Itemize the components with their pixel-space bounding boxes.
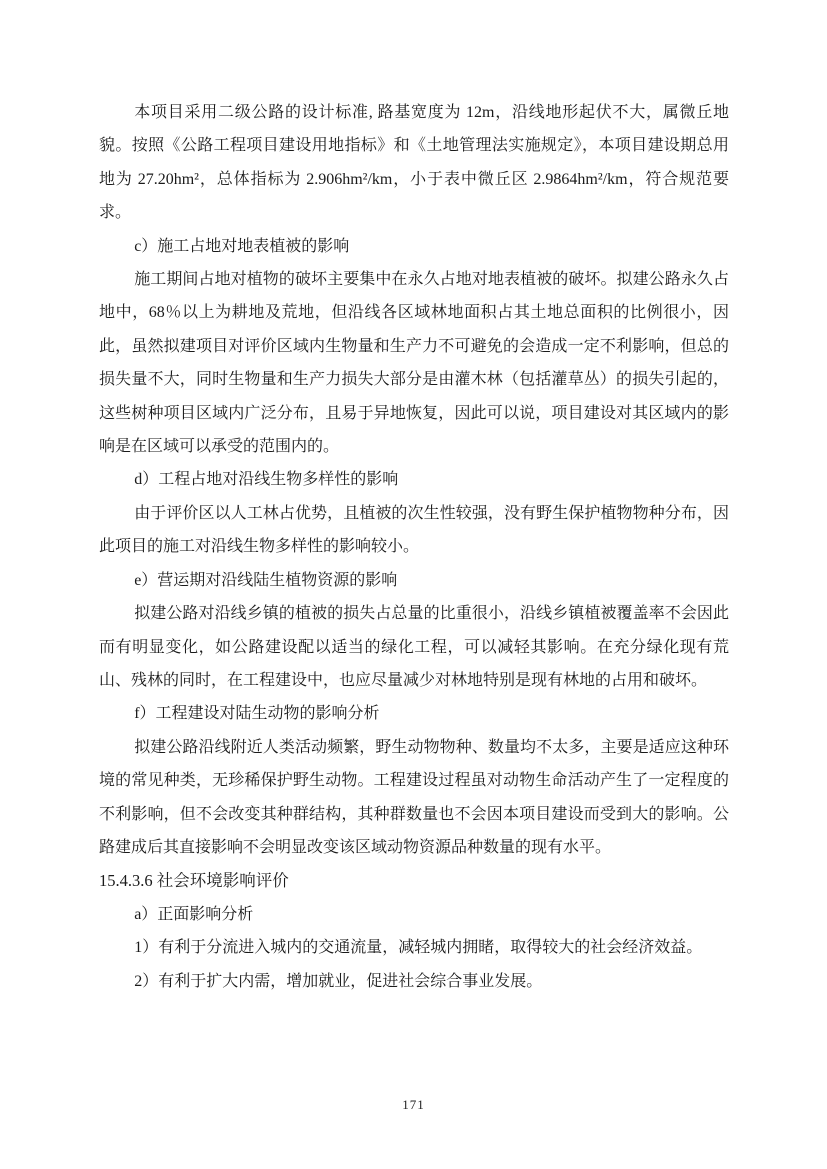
paragraph-design-standard: 本项目采用二级公路的设计标准, 路基宽度为 12m，沿线地形起伏不大，属微丘地貌。按照《公路工程项目建设用地指标》和《土地管理法实施规定》，本项目建设期总用地为 27.20hm²，总体指标为 2.906hm²/km，小于表中微丘区 2.9864hm²/km，符合规范要求。	[99, 104, 729, 222]
item-1-traffic-diversion: 1）有利于分流进入城内的交通流量，减轻城内拥睹，取得较大的社会经济效益。	[134, 939, 703, 957]
paragraph-biodiversity-impact: 由于评价区以人工林占优势，且植被的次生性较强，没有野生保护植物物种分布，因此项目的施工对沿线生物多样性的影响较小。	[99, 504, 729, 556]
item-d-biodiversity: d）工程占地对沿线生物多样性的影响	[134, 471, 399, 489]
item-c-construction-vegetation: c）施工占地对地表植被的影响	[134, 237, 350, 255]
page-number: 171	[402, 1097, 425, 1112]
paragraph-operation-plant-impact: 拟建公路对沿线乡镇的植被的损失占总量的比重很小，沿线乡镇植被覆盖率不会因此而有明显变化，如公路建设配以适当的绿化工程，可以减轻其影响。在充分绿化现有荒山、残林的同时，在工程建设中，也应尽量减少对林地特别是现有林地的占用和破坏。	[99, 605, 729, 689]
item-f-terrestrial-animals: f）工程建设对陆生动物的影响分析	[134, 705, 380, 723]
item-a-positive-impact: a）正面影响分析	[134, 905, 254, 923]
item-e-operation-plants: e）营运期对沿线陆生植物资源的影响	[134, 571, 398, 589]
item-2-domestic-demand: 2）有利于扩大内需，增加就业，促进社会综合事业发展。	[134, 972, 543, 990]
document-body	[99, 96, 729, 998]
paragraph-animal-impact: 拟建公路沿线附近人类活动频繁，野生动物物种、数量均不太多，主要是适应这种环境的常见种类，无珍稀保护野生动物。工程建设过程虽对动物生命活动产生了一定程度的不利影响，但不会改变其种群结构，其种群数量也不会因本项目建设而受到大的影响。公路建成后其直接影响不会明显改变该区域动物资源品种数量的现有水平。	[99, 738, 729, 856]
paragraph-vegetation-impact: 施工期间占地对植物的破坏主要集中在永久占地对地表植被的破坏。拟建公路永久占地中，68％以上为耕地及荒地，但沿线各区域林地面积占其土地总面积的比例很小，因此，虽然拟建项目对评价区域内生物量和生产力不可避免的会造成一定不利影响，但总的损失量不大，同时生物量和生产力损失大部分是由灌木林（包括灌草丛）的损失引起的，这些树种项目区域内广泛分布，且易于异地恢复，因此可以说，项目建设对其区域内的影响是在区域可以承受的范围内的。	[99, 271, 729, 456]
section-heading-social-env: 15.4.3.6 社会环境影响评价	[99, 871, 289, 891]
